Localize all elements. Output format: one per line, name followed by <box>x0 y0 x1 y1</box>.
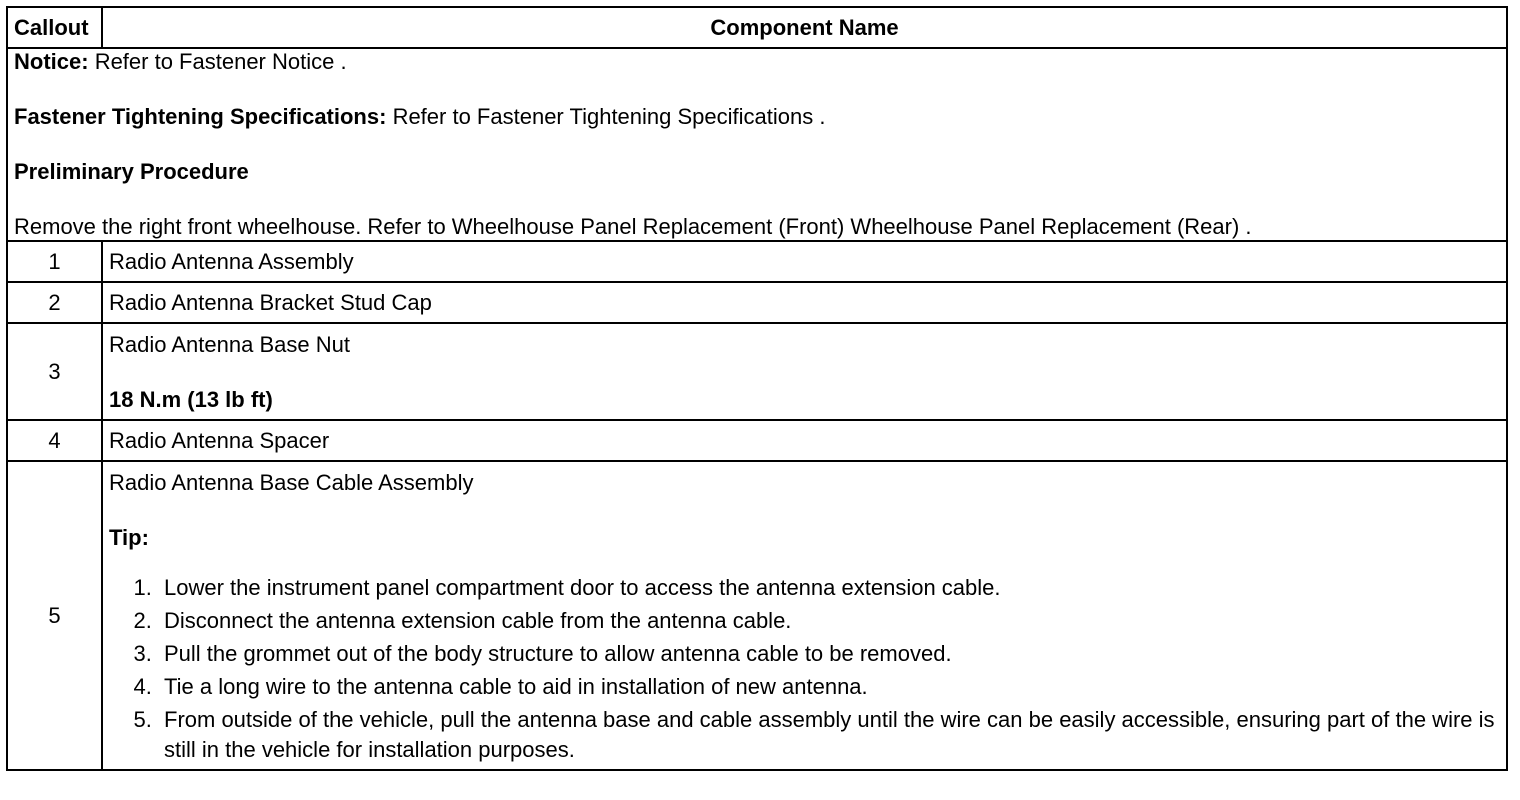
fastener-text: Refer to Fastener Tightening Specifications . <box>392 104 826 129</box>
callout-number: 4 <box>7 420 102 461</box>
callout-header: Callout <box>7 7 102 48</box>
torque-spec: 18 N.m (13 lb ft) <box>109 387 273 412</box>
callout-number: 2 <box>7 282 102 323</box>
component-name: Radio Antenna Spacer <box>102 420 1507 461</box>
table-row <box>7 323 1507 420</box>
notice-line <box>14 49 1500 75</box>
notice-text: Refer to Fastener Notice . <box>94 49 347 74</box>
header-row <box>7 7 1507 48</box>
tip-label: Tip: <box>109 525 149 550</box>
tip-step: 5. From outside of the vehicle, pull the antenna base and cable assembly until the wire can be easily accessible, ensuring part of the wire is still in the vehicle for installation purposes. <box>158 705 1500 765</box>
tip-step: 2. Disconnect the antenna extension cable from the antenna cable. <box>158 606 1500 636</box>
callout-number: 3 <box>7 323 102 420</box>
component-name: Radio Antenna Base Cable Assembly <box>109 470 474 495</box>
table-row <box>7 241 1507 282</box>
tip-step: 1. Lower the instrument panel compartment door to access the antenna extension cable. <box>158 573 1500 603</box>
table-row <box>7 282 1507 323</box>
tip-step: 4. Tie a long wire to the antenna cable to aid in installation of new antenna. <box>158 672 1500 702</box>
preliminary-text: Remove the right front wheelhouse. Refer to Wheelhouse Panel Replacement (Front) Wheelhouse Panel Replacement (Rear) . <box>14 214 1252 239</box>
tip-steps-list <box>109 573 1500 765</box>
component-name: Radio Antenna Assembly <box>102 241 1507 282</box>
table-row <box>7 461 1507 770</box>
callout-number: 5 <box>7 461 102 770</box>
tip-step: 3. Pull the grommet out of the body structure to allow antenna cable to be removed. <box>158 639 1500 669</box>
callout-number: 1 <box>7 241 102 282</box>
component-cell <box>102 461 1507 770</box>
table-row <box>7 420 1507 461</box>
component-table <box>6 6 1508 771</box>
component-cell <box>102 323 1507 420</box>
fastener-line <box>14 104 1500 130</box>
component-name: Radio Antenna Bracket Stud Cap <box>102 282 1507 323</box>
component-name-header: Component Name <box>102 7 1507 48</box>
component-name: Radio Antenna Base Nut <box>109 332 350 357</box>
notice-cell <box>7 48 1507 241</box>
notice-label: Notice: <box>14 49 89 74</box>
notice-row <box>7 48 1507 241</box>
preliminary-heading: Preliminary Procedure <box>14 159 249 184</box>
fastener-label: Fastener Tightening Specifications: <box>14 104 387 129</box>
